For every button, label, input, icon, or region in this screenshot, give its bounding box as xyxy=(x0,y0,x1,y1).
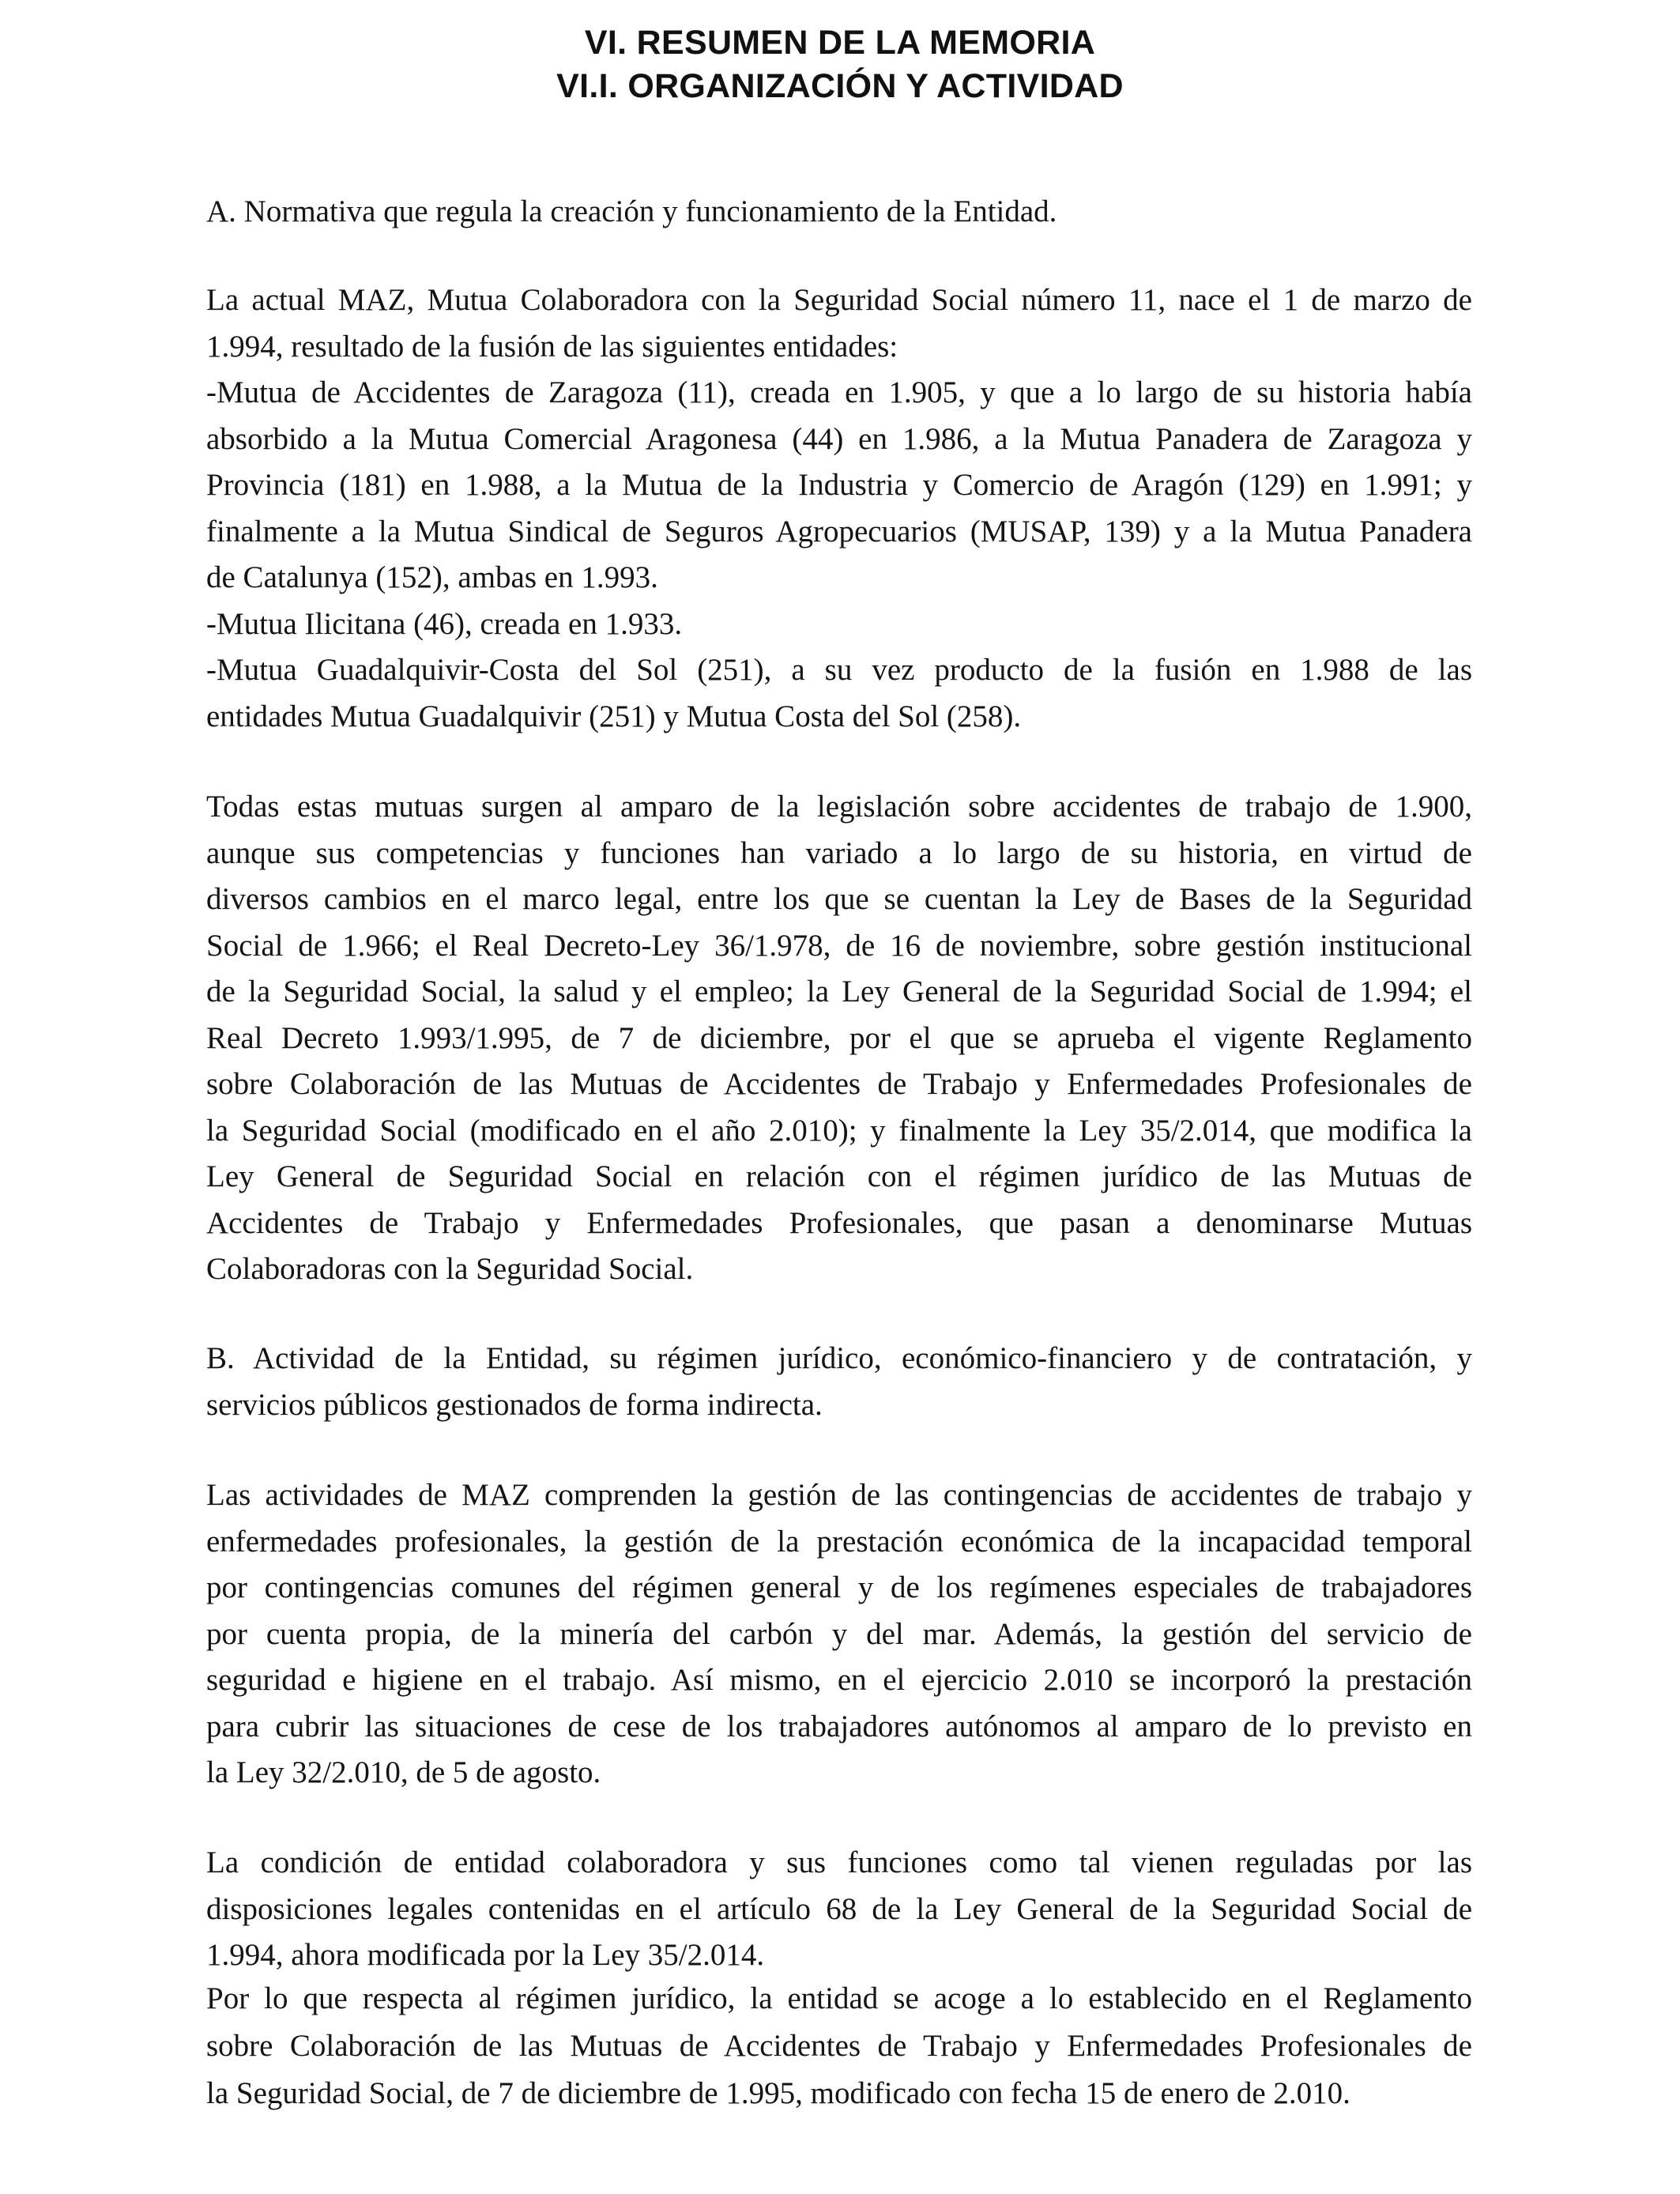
section-b-paragraph-3 xyxy=(206,1975,1472,2117)
section-a-heading-block xyxy=(206,189,1472,236)
section-a-paragraph-2 xyxy=(206,784,1472,1293)
paragraph-line: sobre Colaboración de las Mutuas de Accidentes de Trabajo y Enfermedades Profesionales de xyxy=(206,2029,1472,2063)
paragraph-line: por contingencias comunes del régimen general y de los regímenes especiales de trabajadores xyxy=(206,1570,1472,1604)
paragraph-line: La condición de entidad colaboradora y sus funciones como tal vienen reguladas por las xyxy=(206,1845,1472,1879)
section-b-heading-block xyxy=(206,1336,1472,1428)
paragraph-line: seguridad e higiene en el trabajo. Así mismo, en el ejercicio 2.010 se incorporó la prestación xyxy=(206,1663,1472,1697)
paragraph-line: Social de 1.966; el Real Decreto-Ley 36/1.978, de 16 de noviembre, sobre gestión institucional xyxy=(206,928,1472,963)
paragraph-line: la Seguridad Social (modificado en el año 2.010); y finalmente la Ley 35/2.014, que modifica la xyxy=(206,1113,1472,1148)
document-subtitle: VI.I. ORGANIZACIÓN Y ACTIVIDAD xyxy=(556,67,1124,105)
section-a-paragraph-1 xyxy=(206,277,1472,740)
paragraph-line: sobre Colaboración de las Mutuas de Accidentes de Trabajo y Enfermedades Profesionales de xyxy=(206,1067,1472,1101)
paragraph-line: Ley General de Seguridad Social en relación con el régimen jurídico de las Mutuas de xyxy=(206,1159,1472,1193)
section-a-heading: A. Normativa que regula la creación y funcionamiento de la Entidad. xyxy=(206,194,1057,228)
paragraph-line: disposiciones legales contenidas en el artículo 68 de la Ley General de la Seguridad Social de xyxy=(206,1891,1472,1926)
paragraph-line: 1.994, ahora modificada por la Ley 35/2.014. xyxy=(206,1938,765,1972)
section-b-paragraph-2 xyxy=(206,1840,1472,1979)
paragraph-line: la Seguridad Social, de 7 de diciembre de 1.995, modificado con fecha 15 de enero de 2.010. xyxy=(206,2076,1350,2110)
paragraph-line: la Ley 32/2.010, de 5 de agosto. xyxy=(206,1755,601,1789)
paragraph-line: Real Decreto 1.993/1.995, de 7 de diciembre, por el que se aprueba el vigente Reglamento xyxy=(206,1020,1472,1055)
paragraph-line: aunque sus competencias y funciones han variado a lo largo de su historia, en virtud de xyxy=(206,835,1472,870)
paragraph-line: 1.994, resultado de la fusión de las siguientes entidades: xyxy=(206,329,898,364)
document-title: VI. RESUMEN DE LA MEMORIA xyxy=(584,24,1096,62)
paragraph-line: enfermedades profesionales, la gestión de la prestación económica de la incapacidad temporal xyxy=(206,1524,1472,1559)
paragraph-line: para cubrir las situaciones de cese de los trabajadores autónomos al amparo de lo previsto en xyxy=(206,1709,1472,1744)
paragraph-line: -Mutua de Accidentes de Zaragoza (11), creada en 1.905, y que a lo largo de su historia había xyxy=(206,375,1472,409)
paragraph-line: Por lo que respecta al régimen jurídico, la entidad se acoge a lo establecido en el Reglamento xyxy=(206,1981,1472,2015)
paragraph-line: Accidentes de Trabajo y Enfermedades Profesionales, que pasan a denominarse Mutuas xyxy=(206,1205,1472,1240)
paragraph-line: Colaboradoras con la Seguridad Social. xyxy=(206,1252,694,1286)
paragraph-line: finalmente a la Mutua Sindical de Seguros Agropecuarios (MUSAP, 139) y a la Mutua Panadera xyxy=(206,514,1472,548)
paragraph-line: diversos cambios en el marco legal, entre los que se cuentan la Ley de Bases de la Seguridad xyxy=(206,882,1472,916)
paragraph-line: absorbido a la Mutua Comercial Aragonesa (44) en 1.986, a la Mutua Panadera de Zaragoza y xyxy=(206,421,1472,456)
section-b-paragraph-1 xyxy=(206,1472,1472,1796)
paragraph-line: La actual MAZ, Mutua Colaboradora con la Seguridad Social número 11, nace el 1 de marzo de xyxy=(206,283,1472,317)
paragraph-line: Las actividades de MAZ comprenden la gestión de las contingencias de accidentes de trabajo y xyxy=(206,1478,1472,1512)
paragraph-line: de la Seguridad Social, la salud y el empleo; la Ley General de la Seguridad Social de 1.994; el xyxy=(206,974,1472,1008)
paragraph-line: de Catalunya (152), ambas en 1.993. xyxy=(206,560,658,594)
paragraph-line: Provincia (181) en 1.988, a la Mutua de la Industria y Comercio de Aragón (129) en 1.991; y xyxy=(206,468,1472,502)
paragraph-line: por cuenta propia, de la minería del carbón y del mar. Además, la gestión del servicio de xyxy=(206,1616,1472,1651)
section-b-heading-line: B. Actividad de la Entidad, su régimen jurídico, económico-financiero y de contratación, y xyxy=(206,1341,1472,1375)
paragraph-line: entidades Mutua Guadalquivir (251) y Mutua Costa del Sol (258). xyxy=(206,699,1022,733)
paragraph-line: -Mutua Ilicitana (46), creada en 1.933. xyxy=(206,606,683,641)
section-b-heading-line: servicios públicos gestionados de forma indirecta. xyxy=(206,1387,823,1422)
paragraph-line: -Mutua Guadalquivir-Costa del Sol (251), a su vez producto de la fusión en 1.988 de las xyxy=(206,653,1472,687)
paragraph-line: Todas estas mutuas surgen al amparo de la legislación sobre accidentes de trabajo de 1.900, xyxy=(206,790,1472,824)
